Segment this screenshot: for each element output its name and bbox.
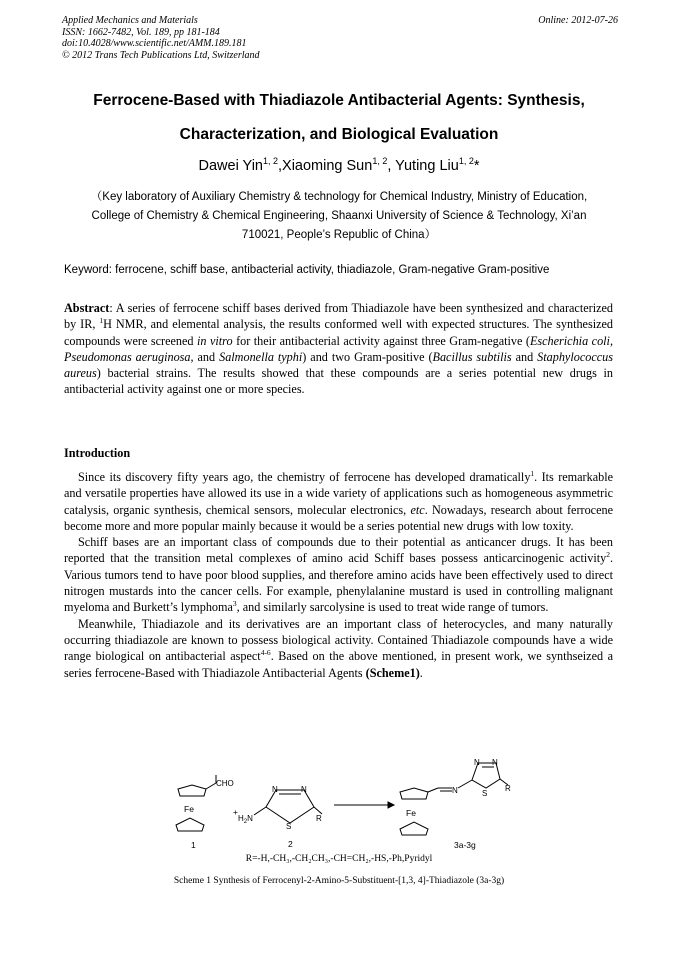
bond	[314, 807, 322, 814]
author-separator: ,	[278, 158, 283, 174]
author-name: Xiaoming Sun	[282, 158, 373, 174]
author-affiliation-mark: 1, 2	[458, 156, 474, 167]
iron-label: Fe	[184, 804, 194, 814]
intro-text: . Various tumors tend to have poor blood supplies, and therefore amino acids have been effectively used to direct nitrogen mustards into the cancer cells. For example, phenylalanine mustard is used in controlling malignant myeloma and Burkett’s lymphoma	[64, 551, 613, 615]
r-group-definition: R=-H,-CH₃,-CH₂CH₃,-CH=CH₂,-HS,-Ph,Pyridyl	[245, 854, 433, 864]
cyclopentadienyl-ring	[400, 822, 428, 835]
thiadiazole-ring	[266, 790, 314, 823]
journal-doi: doi:10.4028/www.scientific.net/AMM.189.181	[62, 38, 247, 49]
nitrogen-atom: N	[272, 785, 278, 794]
intro-text: Since its discovery fifty years ago, the chemistry of ferrocene has developed dramatically	[78, 470, 531, 484]
r-group-label: R	[505, 784, 511, 793]
journal-copyright: © 2012 Trans Tech Publications Ltd, Switzerland	[62, 49, 260, 61]
citation: 2	[606, 550, 610, 560]
author-affiliation-mark: 1, 2	[372, 156, 388, 167]
nitrogen-atom: N	[474, 758, 480, 767]
intro-text: .	[419, 665, 423, 680]
citation: 4-6	[260, 648, 271, 658]
scheme-caption: Scheme 1 Synthesis of Ferrocenyl-2-Amino-5-Substituent-[1,3, 4]-Thiadiazole (3a-3g)	[173, 876, 505, 886]
affiliation-line-1: （Key laboratory of Auxiliary Chemistry & technology for Chemical Industry, Ministry of Education,	[90, 191, 588, 203]
abstract-text: : A series of ferrocene schiff bases derived from Thiadiazole have been synthesized and characterized by IR,	[64, 301, 613, 332]
journal-header	[62, 15, 618, 61]
intro-text: Schiff bases are an important class of compounds due to their potential as anticancer drugs. It has been reported that the transition metal complexes of amino acid Schiff bases possess anticarcinogenic activity	[64, 535, 613, 566]
compound-1-label: 1	[191, 840, 196, 850]
journal-issn: ISSN: 1662-7482, Vol. 189, pp 181-184	[62, 26, 220, 38]
abstract-text: ) and two Gram-positive (	[302, 349, 433, 364]
iron-label: Fe	[406, 808, 416, 818]
abstract-label: Abstract	[64, 301, 110, 315]
cho-label: CHO	[216, 779, 234, 788]
abstract-text: ) bacterial strains. The results showed that these compounds are a series potential new drugs in antibacterial activity against one or more species.	[64, 366, 613, 397]
author-affiliation-mark: 1, 2	[262, 156, 278, 167]
imine-nitrogen-atom: N	[452, 786, 458, 795]
intro-text: , and similarly sarcolysine is used to treat wide range of tumors.	[236, 600, 549, 615]
cyclopentadienyl-ring	[400, 788, 428, 799]
keywords	[64, 264, 624, 276]
author-name: Yuting Liu	[395, 158, 459, 174]
abstract-italic: Escherichia coli, Pseudomonas aeruginosa,	[64, 333, 613, 364]
affiliation-line-3: 710021, People’s Republic of China）	[241, 229, 437, 241]
amine-label: $H_2N$	[238, 814, 253, 825]
corresponding-author-mark: *	[473, 158, 480, 174]
paper-title-line-2: Characterization, and Biological Evaluation	[179, 126, 499, 143]
scheme-reference: (Scheme1)	[365, 665, 420, 680]
keywords-label: Keyword	[64, 264, 109, 276]
bond	[428, 788, 438, 792]
introduction-body	[64, 469, 613, 681]
citation: 1	[530, 468, 535, 478]
compound-3-label: 3a-3g	[454, 840, 476, 850]
intro-text: Meanwhile, Thiadiazole and its derivatives are an important class of heterocycles, and many naturally occurring thiadiazole are known to possess biological activity. Contained Thiadiazole compounds have a wide range biological on antibacterial aspect	[64, 616, 613, 664]
abstract-italic: Salmonella typhi	[219, 349, 303, 364]
cyclopentadienyl-ring	[178, 785, 206, 796]
cyclopentadienyl-ring	[176, 818, 204, 831]
intro-paragraph-2	[64, 534, 613, 615]
abstract-text: for their antibacterial activity against three Gram-negative (	[232, 333, 530, 348]
paper-title-line-1: Ferrocene-Based with Thiadiazole Antibacterial Agents: Synthesis,	[93, 92, 585, 109]
abstract-text: and	[193, 349, 220, 364]
nitrogen-atom: N	[492, 758, 498, 767]
abstract-italic: Staphylococcus aureus	[64, 349, 613, 381]
author-separator: ,	[387, 158, 396, 174]
intro-italic: etc	[410, 502, 425, 517]
sulfur-atom: S	[286, 822, 292, 831]
compound-2-label: 2	[288, 839, 293, 849]
superscript: 1	[99, 316, 104, 326]
abstract	[64, 300, 613, 398]
abstract-text: H NMR, and elemental analysis, the results conformed well with expected structures. The synthesized compounds were screened	[64, 317, 613, 348]
affiliation-line-2: College of Chemistry & Chemical Engineering, Shaanxi University of Science & Technology, Xi’an	[91, 210, 587, 222]
plus-sign: +	[233, 807, 238, 817]
r-group-label: R	[316, 814, 322, 823]
author-name: Dawei Yin	[198, 158, 263, 174]
keywords-text: : ferrocene, schiff base, antibacterial activity, thiadiazole, Gram-negative Gram-positive	[108, 264, 550, 276]
abstract-italic: Bacillus subtilis	[432, 349, 512, 364]
sulfur-atom: S	[482, 789, 488, 798]
intro-text: . Based on the above mentioned, in present work, we synthseized a series ferrocene-Based with Thiadiazole Antibacterial Agents	[64, 649, 613, 680]
author-list	[40, 158, 638, 174]
bond	[254, 807, 266, 815]
intro-paragraph-1	[64, 469, 613, 534]
bond	[458, 780, 472, 788]
intro-text: . Nowadays, research about ferrocene become more and more popular mainly because it would be a series potential new drugs with low toxity.	[64, 502, 613, 533]
introduction-heading: Introduction	[64, 446, 131, 460]
intro-text: . Its remarkable and versatile properties have allowed its use in a wide variety of applications such as homogeneous asymmetric catalysis, organic synthesis, chemical sensors, molecular electronics,	[64, 470, 614, 517]
journal-name: Applied Mechanics and Materials	[62, 15, 198, 26]
nitrogen-atom: N	[301, 785, 307, 794]
bond	[206, 783, 216, 789]
intro-paragraph-3	[64, 616, 613, 681]
citation: 3	[232, 599, 237, 609]
reaction-scheme	[0, 755, 678, 855]
abstract-text: and	[511, 349, 538, 364]
affiliation	[52, 188, 626, 245]
reaction-arrow-head	[388, 802, 394, 808]
online-date: Online: 2012-07-26	[538, 15, 618, 26]
abstract-italic: in vitro	[197, 333, 233, 348]
